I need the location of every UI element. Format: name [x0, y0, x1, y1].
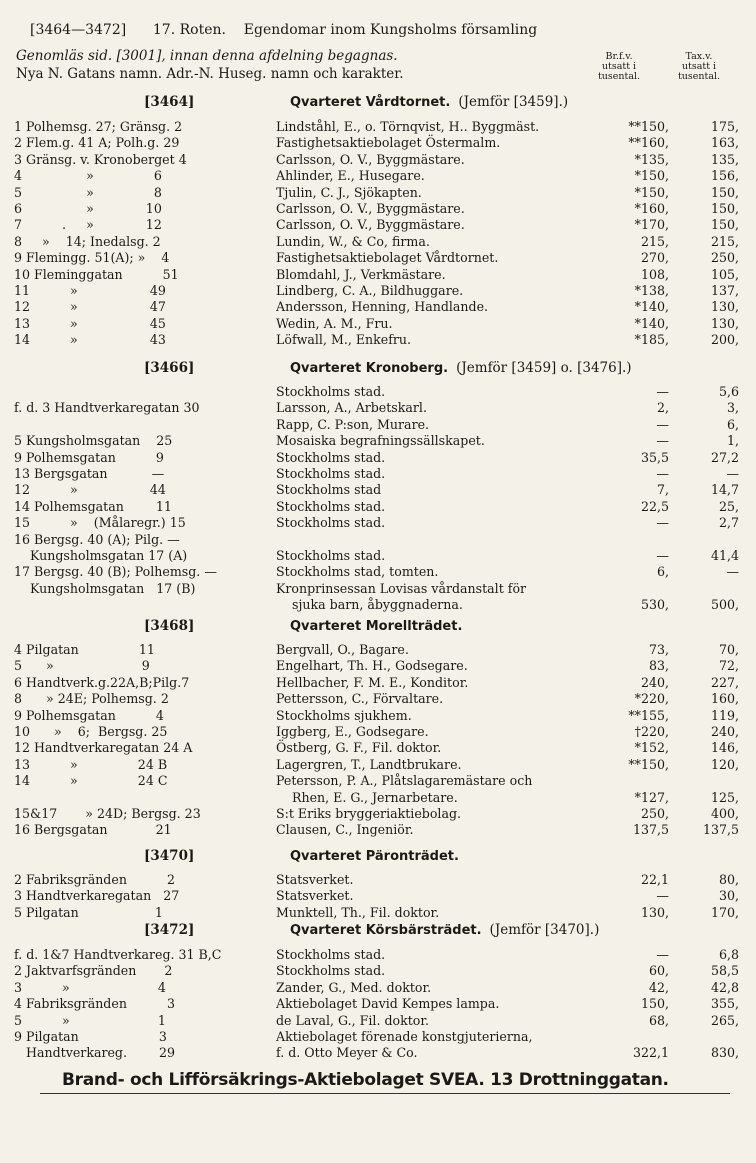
table-row	[14, 216, 746, 233]
advertisement-footer: Brand- och Lifförsäkrings-Aktiebolaget SVEA. 13 Drottninggatan.	[62, 1070, 669, 1090]
tax-value-cell: 227,	[710, 674, 739, 690]
tax-value-cell: 355,	[710, 996, 739, 1012]
section-name: Qvarteret Päronträdet.	[290, 849, 459, 864]
tax-value-cell: 41,4	[710, 548, 739, 563]
owner-cell: Iggberg, E., Godsegare.	[276, 724, 429, 739]
brf-value-cell: 7,	[656, 482, 669, 498]
table-row	[14, 772, 746, 789]
tax-value-cell: 130,	[710, 299, 739, 315]
tax-value-cell: —	[726, 564, 739, 580]
table-row	[14, 167, 746, 184]
tax-value-cell: 156,	[710, 168, 739, 184]
address-cell: 2 Flem.g. 41 A; Polh.g. 29	[14, 135, 180, 151]
brf-value-cell: *140,	[634, 299, 669, 315]
brf-value-cell: **150,	[628, 119, 669, 134]
brf-value-cell: —	[656, 548, 669, 563]
brf-value-cell: —	[656, 433, 669, 449]
section-number: [3470]	[144, 848, 195, 864]
table-row	[14, 904, 746, 921]
table-row	[14, 151, 746, 168]
tax-value-cell: 130,	[710, 315, 739, 331]
owner-cell: Aktiebolaget förenade konstgjuterierna,	[276, 1029, 533, 1044]
table-row	[14, 416, 746, 433]
address-cell: 15 » (Målaregr.) 15	[14, 515, 186, 531]
brf-value-cell: —	[656, 947, 669, 962]
brf-value-cell: *127,	[634, 789, 669, 805]
owner-cell: Pettersson, C., Förvaltare.	[276, 691, 444, 707]
tax-value-cell: 105,	[710, 266, 739, 282]
address-cell: 6 Handtverk.g.22A,B;Pilg.7	[14, 674, 190, 690]
brf-value-cell: 22,5	[640, 498, 669, 514]
tax-value-cell: 3,	[726, 400, 739, 416]
table-row	[14, 282, 746, 299]
address-cell: f. d. 1&7 Handtverkareg. 31 B,C	[14, 947, 222, 962]
header-range: [3464—3472]	[30, 22, 127, 38]
owner-cell: Statsverket.	[276, 872, 354, 887]
owner-cell: de Laval, G., Fil. doktor.	[276, 1012, 430, 1028]
table-row	[14, 118, 746, 135]
header-title: Egendomar inom Kungsholms församling	[243, 22, 538, 38]
owner-cell: Lundin, W., & Co, firma.	[276, 233, 430, 249]
tax-value-cell: 500,	[710, 597, 739, 613]
owner-cell: Munktell, Th., Fil. doktor.	[276, 904, 440, 920]
address-cell: 8 » 24E; Polhemsg. 2	[14, 691, 169, 707]
table-row	[14, 596, 746, 613]
section-reference: (Jemför [3459] o. [3476].)	[456, 360, 632, 376]
table-row	[14, 946, 746, 963]
owner-cell: f. d. Otto Meyer & Co.	[276, 1045, 418, 1061]
table-row	[14, 233, 746, 250]
brf-value-cell: 130,	[640, 904, 669, 920]
section-title	[290, 360, 632, 376]
tax-value-cell: 30,	[718, 888, 739, 904]
brf-value-cell: *150,	[634, 168, 669, 184]
owner-cell: Mosaiska begrafningssällskapet.	[276, 433, 485, 449]
owner-cell: Carlsson, O. V., Byggmästare.	[276, 151, 465, 167]
address-cell: 3 Gränsg. v. Kronoberget 4	[14, 151, 187, 167]
owner-cell: Bergvall, O., Bagare.	[276, 642, 409, 657]
address-cell: 5 » 9	[14, 658, 150, 674]
tax-value-cell: 25,	[718, 498, 739, 514]
section-name: Qvarteret Vårdtornet.	[290, 95, 451, 110]
table-row	[14, 707, 746, 724]
tax-value-cell: 163,	[710, 135, 739, 151]
tax-value-cell: 200,	[710, 332, 739, 348]
owner-cell: Larsson, A., Arbetskarl.	[276, 400, 427, 416]
brf-column-head: Br.f.v. utsatt i tusental.	[597, 51, 641, 82]
owner-cell: Kronprinsessan Lovisas vårdanstalt för	[276, 580, 527, 596]
owner-cell: Lindberg, C. A., Bildhuggare.	[276, 283, 464, 298]
address-cell: 5 » 1	[14, 1012, 166, 1028]
address-cell: 14 » 43	[14, 332, 166, 348]
tax-value-cell: 146,	[710, 740, 739, 756]
tax-value-cell: 125,	[710, 789, 739, 805]
tax-value-cell: 135,	[710, 151, 739, 167]
table-row	[14, 298, 746, 315]
address-cell: f. d. 3 Handtverkaregatan 30	[14, 400, 200, 416]
address-cell: 4 Pilgatan 11	[14, 642, 155, 657]
section-number: [3472]	[144, 922, 195, 938]
brf-value-cell: *170,	[634, 217, 669, 233]
address-cell: 5 Pilgatan 1	[14, 904, 163, 920]
brf-value-cell: *150,	[634, 184, 669, 200]
tax-value-cell: 6,8	[718, 947, 739, 962]
table-row	[14, 657, 746, 674]
brf-value-cell: 270,	[640, 250, 669, 266]
table-row	[14, 641, 746, 658]
brf-value-cell: 215,	[640, 233, 669, 249]
owner-cell: sjuka barn, åbyggnaderna.	[276, 597, 463, 613]
brf-value-cell: *220,	[634, 691, 669, 707]
footer-rule	[40, 1093, 730, 1094]
brf-value-cell: 60,	[648, 963, 669, 979]
tax-value-cell: 250,	[710, 250, 739, 266]
address-cell: 6 » 10	[14, 201, 162, 216]
address-cell: 10 Flemingg​atan 51	[14, 266, 179, 282]
address-cell: 17 Bergsg. 40 (B); Polhemsg. —	[14, 564, 217, 580]
tax-value-cell: 150,	[710, 217, 739, 233]
owner-cell: Stockholms stad, tomten.	[276, 564, 439, 580]
owner-cell: Petersson, P. A., Plåtslagaremästare och	[276, 773, 533, 789]
table-row	[14, 1044, 746, 1061]
tax-column-head: Tax.v. utsatt i tusental.	[677, 51, 721, 82]
address-cell: 12 » 44	[14, 482, 166, 498]
table-row	[14, 821, 746, 838]
address-cell: 4 » 6	[14, 168, 162, 184]
brf-value-cell: **155,	[628, 707, 669, 723]
address-cell: 16 Bergsgatan 21	[14, 822, 172, 838]
table-row	[14, 531, 746, 548]
brf-value-cell: 240,	[640, 674, 669, 690]
section-title	[290, 848, 467, 864]
owner-cell: Stockholms stad.	[276, 548, 386, 563]
address-cell: 10 » 6; Bergsg. 25	[14, 724, 168, 739]
address-cell: 14 » 24 C	[14, 773, 168, 789]
brf-value-cell: 35,5	[640, 449, 669, 465]
brf-value-cell: 6,	[656, 564, 669, 580]
brf-value-cell: *185,	[634, 332, 669, 348]
tax-value-cell: 175,	[710, 119, 739, 134]
owner-cell: Carlsson, O. V., Byggmästare.	[276, 201, 465, 216]
table-row	[14, 871, 746, 888]
tax-value-cell: 58,5	[710, 963, 739, 979]
table-row	[14, 383, 746, 400]
tax-value-cell: 240,	[710, 724, 739, 739]
owner-cell: Wedin, A. M., Fru.	[276, 315, 393, 331]
brf-value-cell: *160,	[634, 201, 669, 216]
tax-value-cell: 6,	[726, 416, 739, 432]
brf-value-cell: —	[656, 416, 669, 432]
address-cell: 5 » 8	[14, 184, 162, 200]
tax-value-cell: 120,	[710, 756, 739, 772]
address-cell: 14 Polhemsgatan 11	[14, 498, 172, 514]
owner-cell: S:t Eriks bryggeriaktiebolag.	[276, 806, 462, 821]
brf-value-cell: 137,5	[632, 822, 669, 838]
owner-cell: Stockholms stad	[276, 482, 382, 498]
brf-value-cell: 42,	[648, 979, 669, 995]
table-row	[14, 432, 746, 449]
address-cell: 4 Fabriksgränden 3	[14, 996, 175, 1012]
tax-value-cell: 150,	[710, 184, 739, 200]
brf-value-cell: *152,	[634, 740, 669, 756]
owner-cell: Fastighetsaktiebolaget Östermalm.	[276, 135, 501, 151]
owner-cell: Lagergren, T., Landtbrukare.	[276, 756, 462, 772]
owner-cell: Stockholms stad.	[276, 498, 386, 514]
table-row	[14, 887, 746, 904]
address-cell: 13 Bergsgatan —	[14, 466, 165, 481]
tax-value-cell: 14,7	[710, 482, 739, 498]
address-cell: 2 Fabriksgränden 2	[14, 872, 175, 887]
tax-value-cell: 170,	[710, 904, 739, 920]
column-caption-line: Nya N. Gatans namn. Adr.-N. Huseg. namn och karakter.	[16, 66, 404, 82]
address-cell: 9 Pilgatan 3	[14, 1029, 167, 1044]
section-reference: (Jemför [3459].)	[458, 94, 569, 110]
address-cell: 15&17 » 24D; Bergsg. 23	[14, 806, 201, 821]
brf-value-cell: —	[656, 888, 669, 904]
tax-value-cell: 215,	[710, 233, 739, 249]
owner-cell: Stockholms stad.	[276, 947, 386, 962]
owner-cell: Fastighetsaktiebolaget Vårdtornet.	[276, 250, 499, 266]
table-row	[14, 1012, 746, 1029]
brf-value-cell: †220,	[634, 724, 669, 739]
owner-cell: Stockholms stad.	[276, 449, 386, 465]
brf-value-cell: —	[656, 466, 669, 481]
address-cell: 2 Jaktvarfsgränden 2	[14, 963, 173, 979]
tax-value-cell: 27,2	[710, 449, 739, 465]
address-cell: Handtverkareg. 29	[14, 1045, 176, 1061]
table-row	[14, 134, 746, 151]
table-row	[14, 995, 746, 1012]
table-row	[14, 331, 746, 348]
tax-value-cell: 150,	[710, 201, 739, 216]
owner-cell: Stockholms sjukhem.	[276, 707, 412, 723]
table-row	[14, 399, 746, 416]
tax-value-cell: 830,	[710, 1045, 739, 1061]
table-row	[14, 739, 746, 756]
table-row	[14, 481, 746, 498]
table-row	[14, 580, 746, 597]
header-roten: 17. Roten.	[152, 22, 226, 38]
table-row	[14, 690, 746, 707]
address-cell: 13 » 45	[14, 315, 166, 331]
brf-value-cell: 250,	[640, 806, 669, 821]
brf-value-cell: *138,	[634, 283, 669, 298]
brf-value-cell: 530,	[640, 597, 669, 613]
brf-value-cell: 73,	[648, 642, 669, 657]
address-cell: 11 » 49	[14, 283, 166, 298]
section-name: Qvarteret Körsbärsträdet.	[290, 923, 482, 938]
tax-value-cell: 265,	[710, 1012, 739, 1028]
brf-value-cell: 108,	[640, 266, 669, 282]
tax-value-cell: 137,5	[702, 822, 739, 838]
address-cell: Kungsholmsgatan 17 (A)	[14, 548, 188, 563]
table-row	[14, 315, 746, 332]
address-cell: 9 Flemingg. 51(A); » 4	[14, 250, 170, 266]
owner-cell: Stockholms stad.	[276, 963, 386, 979]
section-title	[290, 922, 599, 938]
address-cell: 16 Bergsg. 40 (A); Pilg. —	[14, 531, 180, 547]
owner-cell: Carlsson, O. V., Byggmästare.	[276, 217, 465, 233]
brf-value-cell: 68,	[648, 1012, 669, 1028]
tax-value-cell: 70,	[718, 642, 739, 657]
tax-value-cell: 160,	[710, 691, 739, 707]
owner-cell: Tjulin, C. J., Sjökapten.	[276, 184, 422, 200]
address-cell: 8 » 14; Inedalsg. 2	[14, 233, 161, 249]
address-cell: 12 Handtverkaregatan 24 A	[14, 740, 193, 756]
owner-cell: Blomdahl, J., Verkmästare.	[276, 266, 446, 282]
section-title	[290, 94, 568, 110]
table-row	[14, 266, 746, 283]
address-cell: 13 » 24 B	[14, 756, 168, 772]
address-cell: 12 » 47	[14, 299, 166, 315]
owner-cell: Aktiebolaget David Kempes lampa.	[276, 996, 500, 1012]
table-row	[14, 200, 746, 217]
owner-cell: Engelhart, Th. H., Godsegare.	[276, 658, 468, 674]
tax-value-cell: 42,8	[710, 979, 739, 995]
section-title	[290, 618, 470, 634]
brf-value-cell: 22,1	[640, 872, 669, 887]
address-cell: Kungsholmsgatan 17 (B)	[14, 580, 196, 596]
instruction-line: Genomläs sid. [3001], innan denna afdelning begagnas.	[16, 48, 398, 64]
table-row	[14, 563, 746, 580]
address-cell: 9 Polhemsgatan 4	[14, 707, 164, 723]
table-row	[14, 449, 746, 466]
table-row	[14, 674, 746, 691]
section-number: [3468]	[144, 618, 195, 634]
owner-cell: Stockholms stad.	[276, 515, 386, 531]
tax-value-cell: 119,	[710, 707, 739, 723]
brf-value-cell: 150,	[640, 996, 669, 1012]
table-row	[14, 756, 746, 773]
table-row	[14, 249, 746, 266]
owner-cell: Andersson, Henning, Handlande.	[276, 299, 489, 315]
tax-value-cell: —	[726, 466, 739, 481]
brf-value-cell: **150,	[628, 756, 669, 772]
owner-cell: Rapp, C. P:son, Murare.	[276, 416, 430, 432]
table-row	[14, 805, 746, 822]
tax-value-cell: 5,6	[718, 384, 739, 399]
section-number: [3466]	[144, 360, 195, 376]
table-row	[14, 514, 746, 531]
address-cell: 3 Handtverkaregatan 27	[14, 888, 180, 904]
owner-cell: Stockholms stad.	[276, 384, 386, 399]
address-cell: 3 » 4	[14, 979, 166, 995]
tax-value-cell: 2,7	[718, 515, 739, 531]
table-row	[14, 979, 746, 996]
section-name: Qvarteret Morellträdet.	[290, 619, 463, 634]
owner-cell: Rhen, E. G., Jernarbetare.	[276, 789, 458, 805]
table-row	[14, 465, 746, 482]
table-row	[14, 962, 746, 979]
table-row	[14, 723, 746, 740]
tax-value-cell: 80,	[718, 872, 739, 887]
owner-cell: Ahlinder, E., Husegare.	[276, 168, 425, 184]
page-header	[30, 22, 736, 38]
address-cell: 7 . » 12	[14, 217, 162, 233]
tax-value-cell: 72,	[718, 658, 739, 674]
tax-value-cell: 1,	[726, 433, 739, 449]
owner-cell: Statsverket.	[276, 888, 354, 904]
brf-value-cell: —	[656, 515, 669, 531]
table-row	[14, 498, 746, 515]
owner-cell: Zander, G., Med. doktor.	[276, 979, 432, 995]
address-cell: 5 Kungsholmsgatan 25	[14, 433, 173, 449]
table-row	[14, 1028, 746, 1045]
brf-value-cell: —	[656, 384, 669, 399]
brf-value-cell: 322,1	[632, 1045, 669, 1061]
table-row	[14, 789, 746, 806]
address-cell: 9 Polhemsgatan 9	[14, 449, 164, 465]
tax-value-cell: 400,	[710, 806, 739, 821]
owner-cell: Stockholms stad.	[276, 466, 386, 481]
table-row	[14, 547, 746, 564]
address-cell: 1 Polhemsg. 27; Gränsg. 2	[14, 119, 183, 134]
tax-value-cell: 137,	[710, 283, 739, 298]
section-name: Qvarteret Kronoberg.	[290, 361, 449, 376]
table-row	[14, 184, 746, 201]
section-number: [3464]	[144, 94, 195, 110]
brf-value-cell: *140,	[634, 315, 669, 331]
section-reference: (Jemför [3470].)	[489, 922, 600, 938]
owner-cell: Östberg, G. F., Fil. doktor.	[276, 740, 442, 756]
owner-cell: Clausen, C., Ingeniör.	[276, 822, 414, 838]
brf-value-cell: 2,	[656, 400, 669, 416]
brf-value-cell: *135,	[634, 151, 669, 167]
brf-value-cell: 83,	[648, 658, 669, 674]
owner-cell: Lindståhl, E., o. Törnqvist, H.. Byggmäst.	[276, 119, 540, 134]
owner-cell: Löfwall, M., Enkefru.	[276, 332, 412, 348]
owner-cell: Hellbacher, F. M. E., Konditor.	[276, 674, 469, 690]
brf-value-cell: **160,	[628, 135, 669, 151]
